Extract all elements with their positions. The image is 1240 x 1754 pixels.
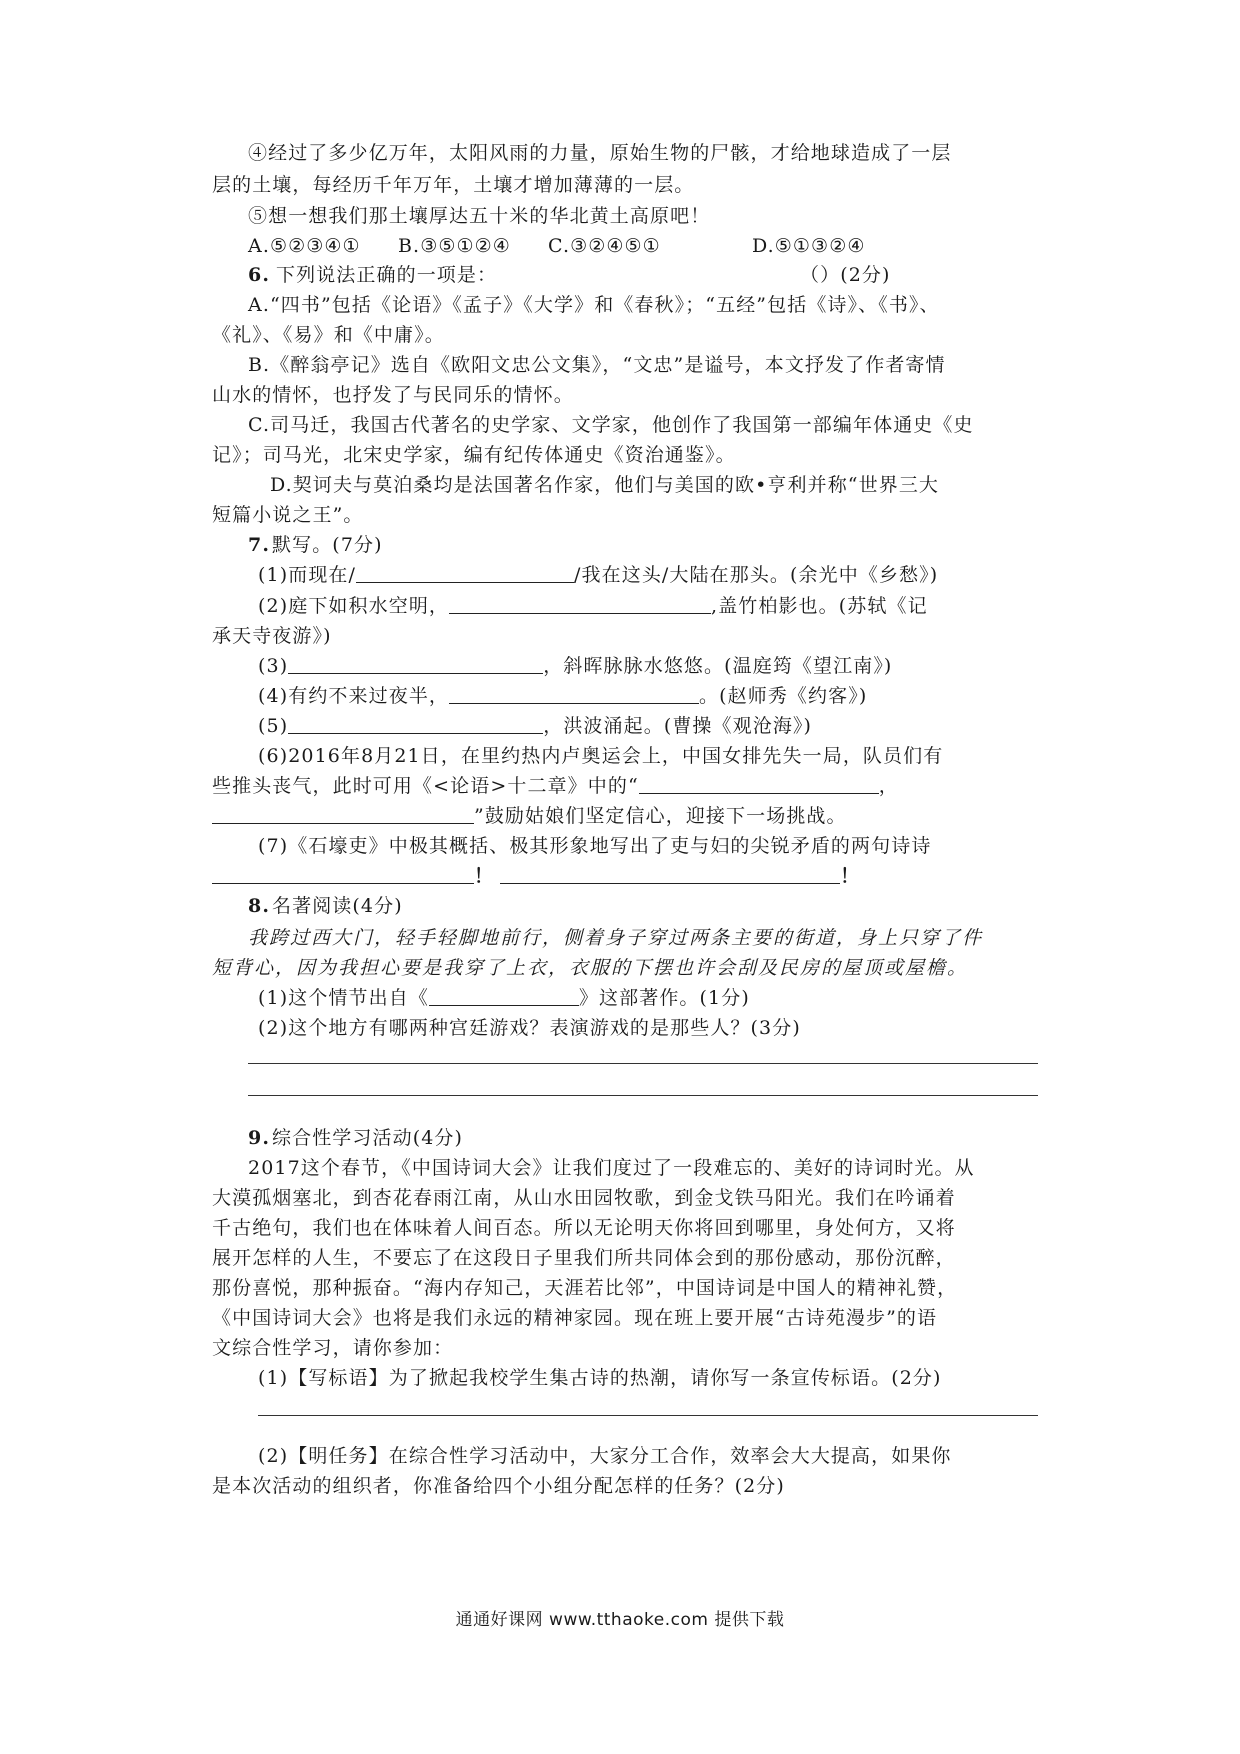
q7-item-1: (1)而现在/ /我在这头/大陆在那头。(余光中《乡愁》) xyxy=(258,564,939,586)
q7-item-2-cont: 承天寺夜游》) xyxy=(212,625,332,647)
answer-blank[interactable] xyxy=(449,595,711,614)
answer-blank[interactable] xyxy=(288,715,543,734)
q9-title: 综合性学习活动(4分) xyxy=(272,1127,464,1149)
q6-option-a-line2: 《礼》、《易》和《中庸》。 xyxy=(212,324,445,346)
q8-passage-line1: 我跨过西大门，轻手轻脚地前行，侧着身子穿过两条主要的街道，身上只穿了件 xyxy=(248,927,984,949)
q5-option-d: D.⑤①③②④ xyxy=(752,235,866,257)
answer-line[interactable] xyxy=(248,1095,1038,1096)
q6-option-d-line1: D.契诃夫与莫泊桑均是法国著名作家，他们与美国的欧•亨利并称“世界三大 xyxy=(270,474,940,496)
q8-sub-1: (1)这个情节出自《 》这部著作。(1分) xyxy=(258,987,750,1009)
q6-option-c-line1: C.司马迁，我国古代著名的史学家、文学家，他创作了我国第一部编年体通史《史 xyxy=(248,414,974,436)
q8-title: 名著阅读(4分) xyxy=(272,895,403,917)
q7-item-3: (3) ，斜晖脉脉水悠悠。(温庭筠《望江南》) xyxy=(258,655,893,677)
q7-item-4: (4)有约不来过夜半， 。(赵师秀《约客》) xyxy=(258,685,868,707)
q7-item-7-line1: (7)《石壕吏》中极其概括、极其形象地写出了吏与妇的尖锐矛盾的两句诗诗 xyxy=(258,835,932,857)
q9-paragraph-line6: 《中国诗词大会》也将是我们永远的精神家园。现在班上要开展“古诗苑漫步”的语 xyxy=(212,1307,938,1329)
answer-blank[interactable] xyxy=(356,564,574,583)
q6-stem: 下列说法正确的一项是： xyxy=(276,264,498,286)
q7-item-5: (5) ，洪波涌起。(曹操《观沧海》) xyxy=(258,715,813,737)
q9-sub-1: (1)【写标语】为了掀起我校学生集古诗的热潮，请你写一条宣传标语。(2分) xyxy=(258,1367,942,1389)
q7-item-6-line3: ”鼓励姑娘们坚定信心，迎接下一场挑战。 xyxy=(212,803,847,829)
q6-score: （）(2分) xyxy=(800,264,891,286)
q9-paragraph-line4: 展开怎样的人生，不要忘了在这段日子里我们所共同体会到的那份感动，那份沉醉， xyxy=(212,1247,956,1269)
q8-sub-2: (2)这个地方有哪两种宫廷游戏？表演游戏的是那些人？(3分) xyxy=(258,1017,801,1039)
q7-item-6-line1: (6)2016年8月21日，在里约热内卢奥运会上，中国女排先失一局，队员们有 xyxy=(258,745,944,767)
answer-blank[interactable] xyxy=(449,685,699,704)
q9-number: 9. xyxy=(248,1127,271,1149)
q9-paragraph-line3: 千古绝句，我们也在体味着人间百态。所以无论明天你将回到哪里，身处何方，又将 xyxy=(212,1217,956,1239)
q7-item-2: (2)庭下如积水空明， ,盖竹柏影也。(苏轼《记 xyxy=(258,595,928,617)
q6-option-d-line2: 短篇小说之王”。 xyxy=(212,504,364,526)
q6-option-b-line1: B.《醉翁亭记》选自《欧阳文忠公文集》，“文忠”是谥号，本文抒发了作者寄情 xyxy=(248,354,946,376)
answer-line[interactable] xyxy=(258,1415,1038,1416)
q9-paragraph-line7: 文综合性学习，请你参加： xyxy=(212,1337,454,1359)
q6-option-a-line1: A.“四书”包括《论语》《孟子》《大学》和《春秋》；“五经”包括《诗》、《书》、 xyxy=(248,294,940,316)
answer-blank[interactable] xyxy=(639,775,879,794)
q7-item-6-line2: 些推头丧气，此时可用《<论语>十二章》中的“ ， xyxy=(212,775,899,797)
answer-blank[interactable] xyxy=(212,805,474,824)
answer-line[interactable] xyxy=(248,1063,1038,1064)
q7-number: 7. xyxy=(248,534,271,556)
page-footer: 通通好课网 www.tthaoke.com 提供下载 xyxy=(455,1610,785,1630)
q9-paragraph-line5: 那份喜悦，那种振奋。“海内存知己，天涯若比邻”，中国诗词是中国人的精神礼赞， xyxy=(212,1277,958,1299)
q5-sentence-4b: 层的土壤，每经历千年万年，土壤才增加薄薄的一层。 xyxy=(212,174,695,196)
answer-blank[interactable] xyxy=(288,655,543,674)
q9-sub-2-line1: (2)【明任务】在综合性学习活动中，大家分工合作，效率会大大提高，如果你 xyxy=(258,1445,952,1467)
q9-paragraph-line1: 2017这个春节，《中国诗词大会》让我们度过了一段难忘的、美好的诗词时光。从 xyxy=(248,1157,975,1179)
q5-sentence-4a: ④经过了多少亿万年，太阳风雨的力量，原始生物的尸骸，才给地球造成了一层 xyxy=(248,142,952,164)
q7-title: 默写。(7分) xyxy=(272,534,383,556)
q5-option-a: A.⑤②③④① xyxy=(248,235,361,257)
q5-sentence-5: ⑤想一想我们那土壤厚达五十米的华北黄土高原吧！ xyxy=(248,205,711,227)
q8-passage-line2: 短背心，因为我担心要是我穿了上衣，衣服的下摆也许会刮及民房的屋顶或屋檐。 xyxy=(212,957,969,979)
answer-blank[interactable] xyxy=(212,865,474,884)
q6-number: 6. xyxy=(248,264,271,286)
q7-item-7-line2: ！ ！ xyxy=(212,863,860,889)
q6-option-c-line2: 记》；司马光，北宋史学家，编有纪传体通史《资治通鉴》。 xyxy=(212,444,736,466)
q6-option-b-line2: 山水的情怀，也抒发了与民同乐的情怀。 xyxy=(212,384,574,406)
answer-blank[interactable] xyxy=(500,865,840,884)
q5-option-c: C.③②④⑤① xyxy=(548,235,661,257)
q8-number: 8. xyxy=(248,895,271,917)
q9-paragraph-line2: 大漠孤烟塞北，到杏花春雨江南，从山水田园牧歌，到金戈铁马阳光。我们在吟诵着 xyxy=(212,1187,956,1209)
q9-sub-2-line2: 是本次活动的组织者，你准备给四个小组分配怎样的任务？(2分) xyxy=(212,1475,785,1497)
q5-option-b: B.③⑤①②④ xyxy=(398,235,511,257)
answer-blank[interactable] xyxy=(429,987,579,1006)
